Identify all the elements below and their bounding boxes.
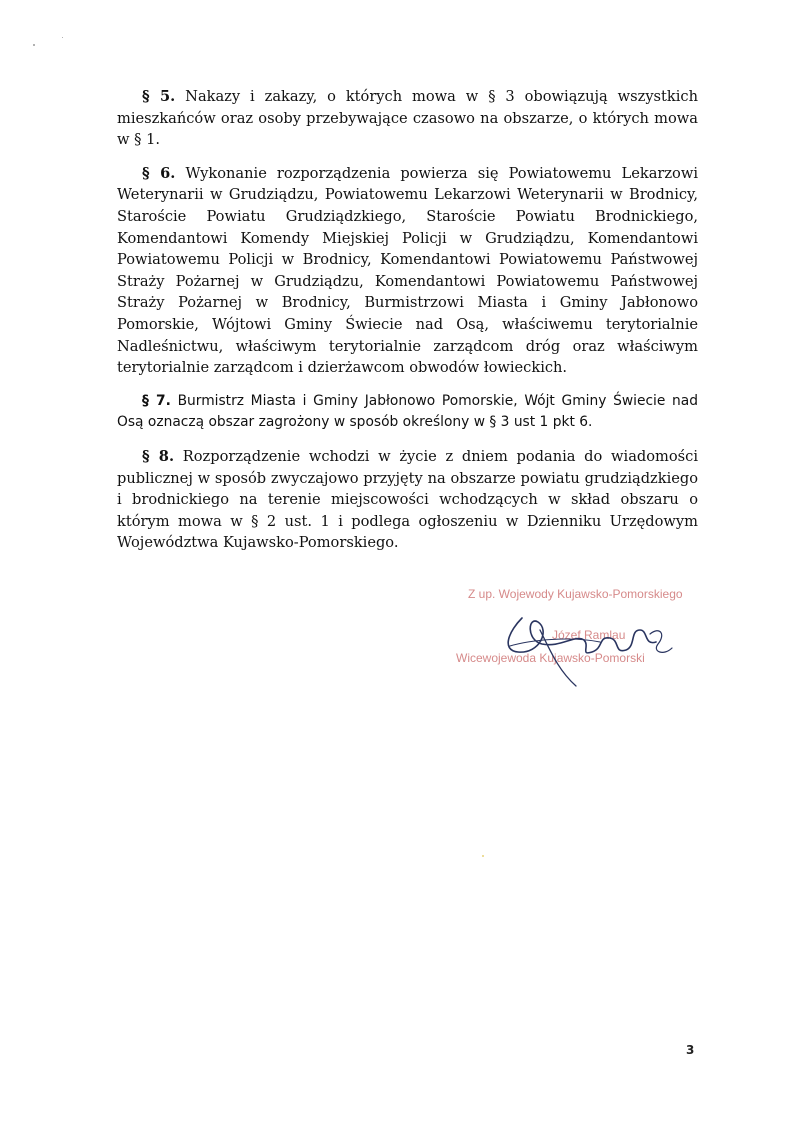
paragraph-5 bbox=[117, 86, 698, 151]
paragraph-text: Wykonanie rozporządzenia powierza się Powiatowemu Lekarzowi Weterynarii w Grudziądzu, Powiatowemu Lekarzowi Weterynarii w Brodnicy, Staroście Powiatu Grudziądzkiego, Staroście Powiatu Brodnickiego, Komendantowi Komendy Miejskiej Policji w Grudziądzu, Komendantowi Powiatowemu Policji w Brodnicy, Komendantowi Powiatowemu Państwowej Straży Pożarnej w Grudziądzu, Komendantowi Powiatowemu Państwowej Straży Pożarnej w Brodnicy, Burmistrzowi Miasta i Gminy Jabłonowo Pomorskie, Wójtowi Gminy Świecie nad Osą, właściwemu terytorialnie Nadleśnictwu, właściwym terytorialnie zarządcom dróg oraz właściwym terytorialnie zarządcom i dzierżawcom obwodów łowieckich. bbox=[117, 164, 699, 377]
paragraph-number: § 7. bbox=[142, 392, 171, 409]
handwritten-signature bbox=[480, 600, 680, 690]
scan-speck bbox=[62, 37, 63, 38]
paragraph-8 bbox=[117, 446, 698, 554]
signature-stamp bbox=[440, 580, 720, 690]
paragraph-number: § 6. bbox=[142, 164, 176, 182]
paragraph-text: Burmistrz Miasta i Gminy Jabłonowo Pomorskie, Wójt Gminy Świecie nad Osą oznaczą obszar zagrożony w sposób określony w § 3 ust 1 pkt 6. bbox=[117, 392, 699, 431]
document-body bbox=[117, 86, 698, 566]
paragraph-number: § 5. bbox=[142, 88, 176, 105]
scan-speck bbox=[482, 855, 484, 857]
stamp-name-line: Józef Ramlau bbox=[552, 628, 626, 642]
stamp-title-line: Wicewojewoda Kujawsko-Pomorski bbox=[456, 651, 645, 665]
paragraph-6 bbox=[117, 163, 698, 379]
paragraph-7 bbox=[117, 391, 698, 434]
paragraph-number: § 8. bbox=[142, 447, 175, 465]
stamp-authority-line: Z up. Wojewody Kujawsko-Pomorskiego bbox=[468, 587, 683, 601]
paragraph-text: Nakazy i zakazy, o których mowa w § 3 obowiązują wszystkich mieszkańców oraz osoby przebywające czasowo na obszarze, o których mowa w § 1. bbox=[117, 88, 698, 149]
page-number: 3 bbox=[686, 1043, 695, 1057]
scan-speck bbox=[33, 44, 35, 46]
paragraph-text: Rozporządzenie wchodzi w życie z dniem podania do wiadomości publicznej w sposób zwyczajowo przyjęty na obszarze powiatu grudziądzkiego i brodnickiego na terenie miejscowości wchodzących w skład obszaru o którym mowa w § 2 ust. 1 i podlega ogłoszeniu w Dzienniku Urzędowym Województwa Kujawsko-Pomorskiego. bbox=[117, 447, 698, 552]
